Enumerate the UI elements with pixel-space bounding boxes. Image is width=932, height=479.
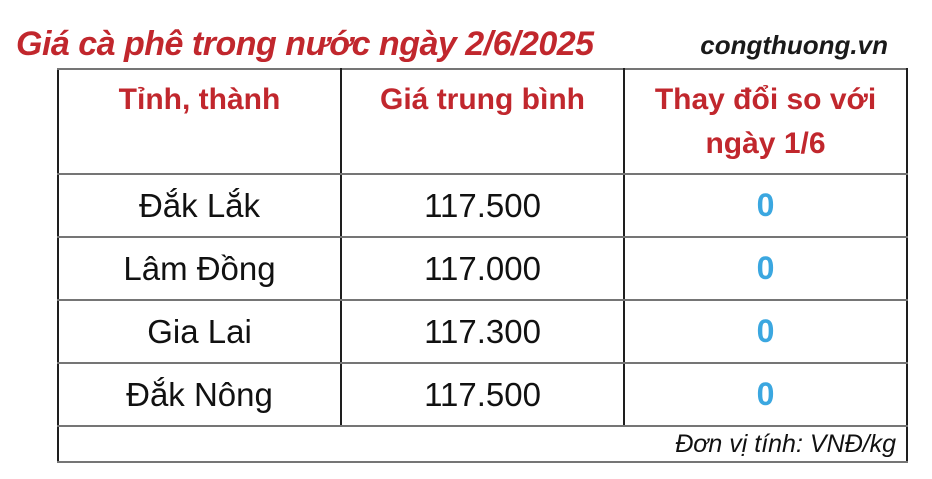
price-cell: 117.500 (341, 363, 624, 426)
table-row (58, 363, 907, 426)
change-cell: 0 (624, 174, 907, 237)
coffee-price-table (57, 68, 908, 463)
change-cell: 0 (624, 237, 907, 300)
province-cell: Gia Lai (58, 300, 341, 363)
price-cell: 117.000 (341, 237, 624, 300)
table-header-row (58, 69, 907, 174)
province-cell: Lâm Đồng (58, 237, 341, 300)
change-cell: 0 (624, 363, 907, 426)
change-cell: 0 (624, 300, 907, 363)
column-header-average-price: Giá trung bình (341, 69, 624, 174)
column-header-province: Tỉnh, thành (58, 69, 341, 174)
column-header-change: Thay đổi so với ngày 1/6 (624, 69, 907, 174)
brand-watermark: congthuong.vn (700, 30, 888, 60)
unit-note: Đơn vị tính: VNĐ/kg (58, 426, 907, 462)
province-cell: Đắk Lắk (58, 174, 341, 237)
price-cell: 117.500 (341, 174, 624, 237)
topbar (0, 0, 932, 66)
table-footer-row (58, 426, 907, 462)
page-title: Giá cà phê trong nước ngày 2/6/2025 (16, 25, 594, 63)
province-cell: Đắk Nông (58, 363, 341, 426)
price-cell: 117.300 (341, 300, 624, 363)
table-row (58, 174, 907, 237)
table-row (58, 300, 907, 363)
table-row (58, 237, 907, 300)
